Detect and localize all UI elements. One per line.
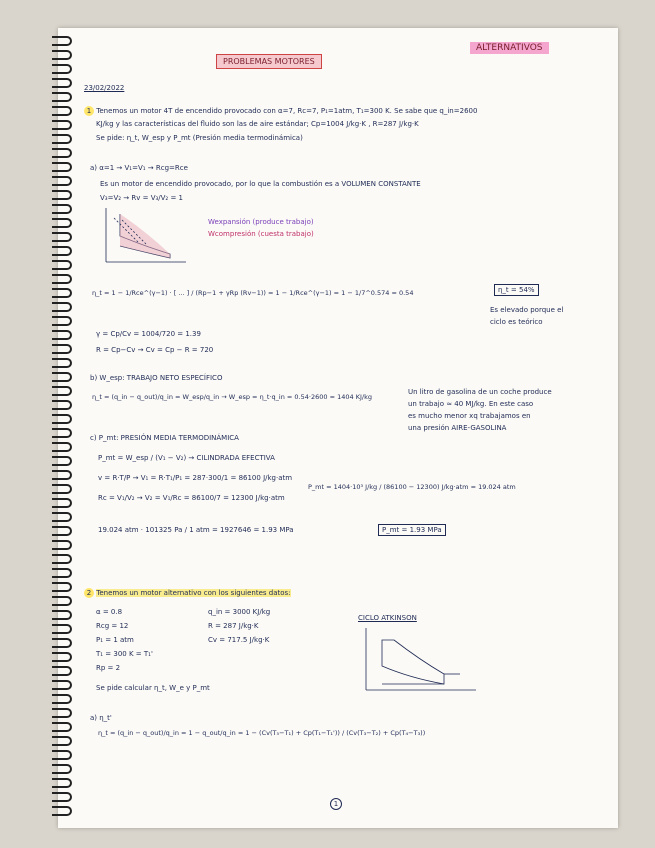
part-b-note-1: Un litro de gasolina de un coche produce — [408, 388, 552, 396]
problem-2-data-left-3: P₁ = 1 atm — [96, 636, 134, 644]
part-c-result: P_mt = 1.93 MPa — [378, 524, 446, 536]
problem-2-data-right-1: q_in = 3000 KJ/kg — [208, 608, 271, 616]
problem-1-line-1 — [84, 106, 477, 116]
part-a-equation: V₃=V₂ → Rv = V₃/V₂ = 1 — [100, 194, 184, 202]
efficiency-formula: η_t = 1 − 1/Rce^(γ−1) · [ ... ] / (Rp−1 + γRp (Rv−1)) = 1 − 1/Rce^(γ−1) = 1 − 1/7^0.574 = 0.54 — [92, 289, 414, 297]
section-tag: ALTERNATIVOS — [470, 42, 549, 54]
problem-2-formula: η_t = (q_in − q_out)/q_in = 1 − q_out/q_in = 1 − (Cv(T₅−T₁) + Cp(T₁−T₁')) / (Cv(T₃−T₂) + Cp(T₄−T₃)) — [98, 729, 426, 737]
part-c-eq-3: Rc = V₁/V₂ → V₂ = V₁/Rc = 86100/7 = 12300 J/kg·atm — [98, 494, 285, 502]
part-c-eq-4: P_mt = 1404·10³ J/kg / (86100 − 12300) J/kg·atm = 19.024 atm — [308, 483, 516, 491]
part-b-note-4: una presión AIRE-GASOLINA — [408, 424, 507, 432]
part-c-eq-1: P_mt = W_esp / (V₁ − V₂) → CILINDRADA EFECTIVA — [98, 454, 275, 462]
efficiency-result: η_t = 54% — [494, 284, 539, 296]
problem-2-data-left-4: T₁ = 300 K = T₁' — [96, 650, 153, 658]
problem-2-data-left-2: Rcg = 12 — [96, 622, 129, 630]
date: 23/02/2022 — [84, 84, 125, 92]
legend-compression: Wcompresión (cuesta trabajo) — [208, 230, 314, 238]
otto-pv-diagram — [100, 206, 190, 270]
part-c-title: c) P_mt: PRESIÓN MEDIA TERMODINÁMICA — [90, 434, 239, 442]
cycle-label: CICLO ATKINSON — [358, 614, 417, 622]
legend-expansion: Wexpansión (produce trabajo) — [208, 218, 314, 226]
part-b-title: b) W_esp: TRABAJO NETO ESPECÍFICO — [90, 374, 223, 382]
page-number: 1 — [330, 798, 342, 810]
problem-2-line-1 — [84, 588, 291, 598]
part-a-heading: a) α=1 → V₁=V₁ → Rcg=Rce — [90, 164, 188, 172]
problem-1-statement-3: Se pide: η_t, W_esp y P_mt (Presión media termodinámica) — [96, 134, 303, 142]
page-title: PROBLEMAS MOTORES — [216, 54, 322, 69]
part-a-text: Es un motor de encendido provocado, por lo que la combustión es a VOLUMEN CONSTANTE — [100, 180, 421, 188]
problem-2-part-a: a) η_t' — [90, 714, 112, 722]
part-b-note-3: es mucho menor xq trabajamos en — [408, 412, 531, 420]
part-b-equation: η_t = (q_in − q_out)/q_in = W_esp/q_in → W_esp = η_t·q_in = 0.54·2600 = 1404 KJ/kg — [92, 393, 372, 401]
part-c-eq-5: 19.024 atm · 101325 Pa / 1 atm = 1927646 = 1.93 MPa — [98, 526, 294, 534]
part-c-eq-2: v = R·T/P → V₁ = R·T₁/P₁ = 287·300/1 = 86100 J/kg·atm — [98, 474, 293, 482]
problem-2-ask: Se pide calcular η_t, W_e y P_mt — [96, 684, 210, 692]
part-b-note-2: un trabajo ≈ 40 MJ/kg. En este caso — [408, 400, 534, 408]
efficiency-note-1: Es elevado porque el — [490, 306, 564, 314]
atkinson-pv-diagram — [360, 626, 480, 696]
spiral-binding — [52, 36, 72, 826]
problem-2-data-right-2: R = 287 J/kg·K — [208, 622, 259, 630]
problem-number-1: 1 — [84, 106, 94, 116]
gamma-line-2: R = Cp−Cv → Cv = Cp − R = 720 — [96, 346, 214, 354]
notebook-page — [58, 28, 618, 828]
gamma-line-1: γ = Cp/Cv = 1004/720 = 1.39 — [96, 330, 201, 338]
problem-2-data-left-1: α = 0.8 — [96, 608, 123, 616]
efficiency-note-2: ciclo es teórico — [490, 318, 543, 326]
problem-1-statement-1: Tenemos un motor 4T de encendido provocado con α=7, Rc=7, P₁=1atm, T₁=300 K. Se sabe que q_in=2600 — [96, 107, 478, 115]
problem-2-data-right-3: Cv = 717.5 J/kg·K — [208, 636, 270, 644]
problem-2-data-left-5: Rp = 2 — [96, 664, 121, 672]
problem-1-statement-2: KJ/kg y las características del fluido son las de aire estándar; Cp=1004 J/kg·K , R=287 J/kg·K — [96, 120, 419, 128]
problem-2-statement: Tenemos un motor alternativo con los siguientes datos: — [96, 589, 291, 597]
problem-number-2: 2 — [84, 588, 94, 598]
